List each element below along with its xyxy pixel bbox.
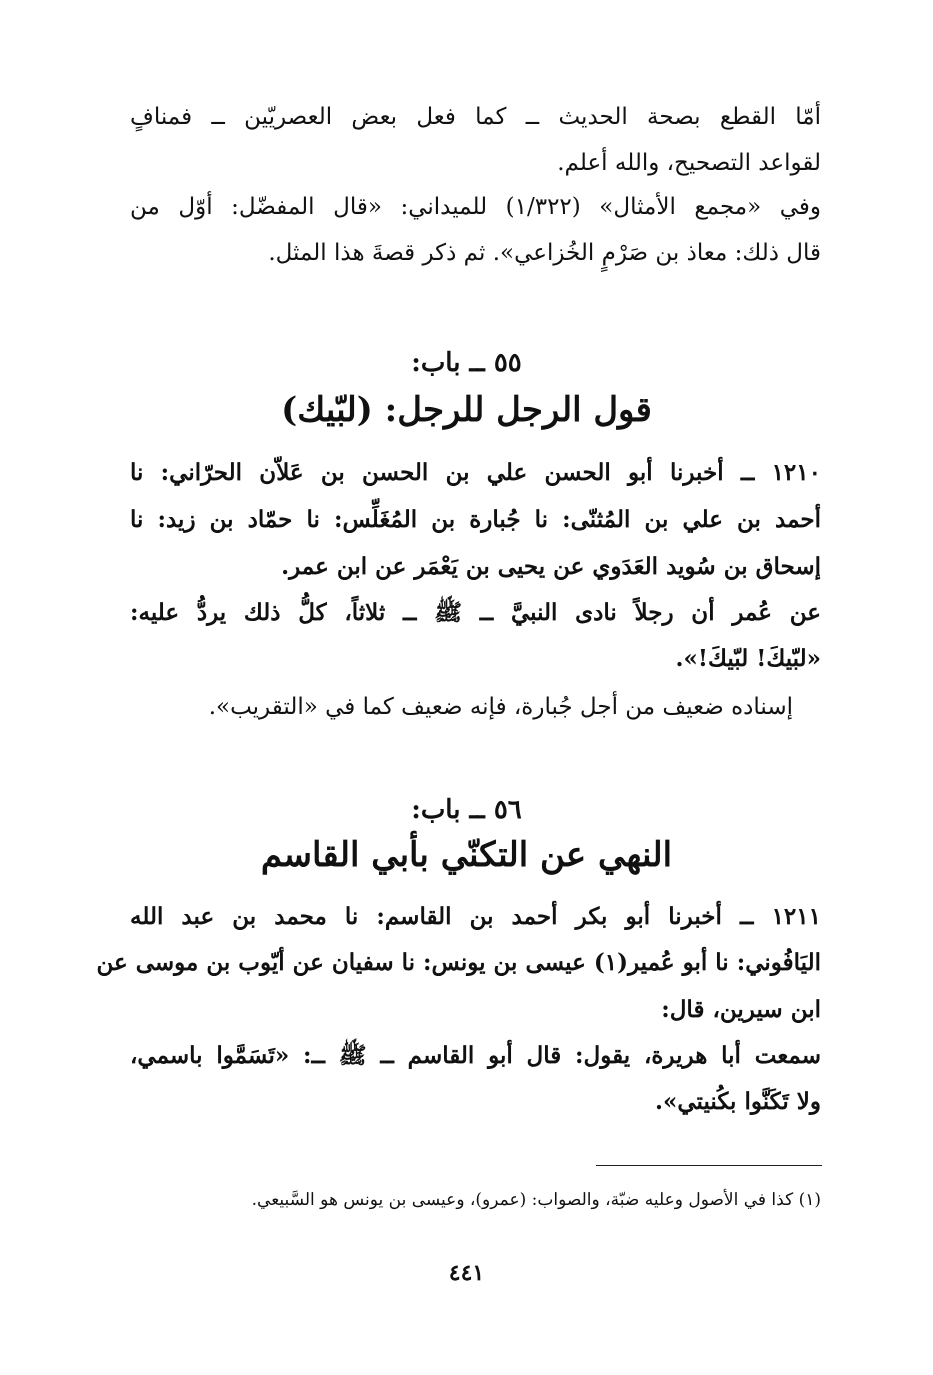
page-number: ٤٤١ (448, 1260, 485, 1286)
hadith-line: ولا تَكَنَّوا بكُنيتي». (654, 1088, 821, 1115)
hadith-line: ١٢١١ ــ أخبرنا أبو بكر أحمد بن القاسم: نا محمد بن عبد الله (130, 903, 821, 930)
paragraph-line: وفي «مجمع الأمثال» (١/٣٢٢) للميداني: «قال المفضّل: أوّل من (130, 194, 821, 220)
chapter-title: قول الرجل للرجل: (لبّيك) (281, 390, 652, 430)
paragraph-line: أمّا القطع بصحة الحديث ــ كما فعل بعض العصريّين ــ فمنافٍ (130, 104, 821, 130)
hadith-line: اليَافُوني: نا أبو عُمير(١) عيسى بن يونس: نا سفيان عن أيّوب بن موسى عن (96, 949, 821, 976)
hadith-line: ابن سيرين، قال: (661, 996, 821, 1023)
hadith-line: ١٢١٠ ــ أخبرنا أبو الحسن علي بن الحسن بن عَلاّن الحرّاني: نا (130, 459, 821, 486)
hadith-line: أحمد بن علي بن المُثنّى: نا جُبارة بن المُغَلِّس: نا حمّاد بن زيد: نا (130, 506, 821, 533)
paragraph-line: قال ذلك: معاذ بن صَرْمٍ الخُزاعي». ثم ذكر قصةَ هذا المثل. (268, 240, 821, 266)
footnote-separator (596, 1165, 822, 1166)
hadith-line: سمعت أبا هريرة، يقول: قال أبو القاسم ــ ﷺ ــ: «تَسَمَّوا باسمي، (130, 1042, 821, 1069)
isnad-note: إسناده ضعيف من أجل جُبارة، فإنه ضعيف كما في «التقريب». (208, 694, 793, 720)
footnote: (١) كذا في الأصول وعليه ضبّة، والصواب: (عمرو)، وعيسى بن يونس هو السَّبيعي. (251, 1190, 821, 1210)
chapter-number: ٥٥ ــ باب: (411, 348, 522, 378)
hadith-line: «لبّيكَ! لبّيكَ!». (675, 645, 821, 672)
hadith-line: عن عُمر أن رجلاً نادى النبيَّ ــ ﷺ ــ ثلاثاً، كلُّ ذلك يردُّ عليه: (130, 599, 821, 626)
chapter-title: النهي عن التكنّي بأبي القاسم (260, 835, 673, 875)
paragraph-line: لقواعد التصحيح، والله أعلم. (557, 150, 821, 176)
hadith-line: إسحاق بن سُويد العَدَوي عن يحيى بن يَعْمَر عن ابن عمر. (281, 553, 821, 580)
chapter-number: ٥٦ ــ باب: (411, 795, 522, 825)
